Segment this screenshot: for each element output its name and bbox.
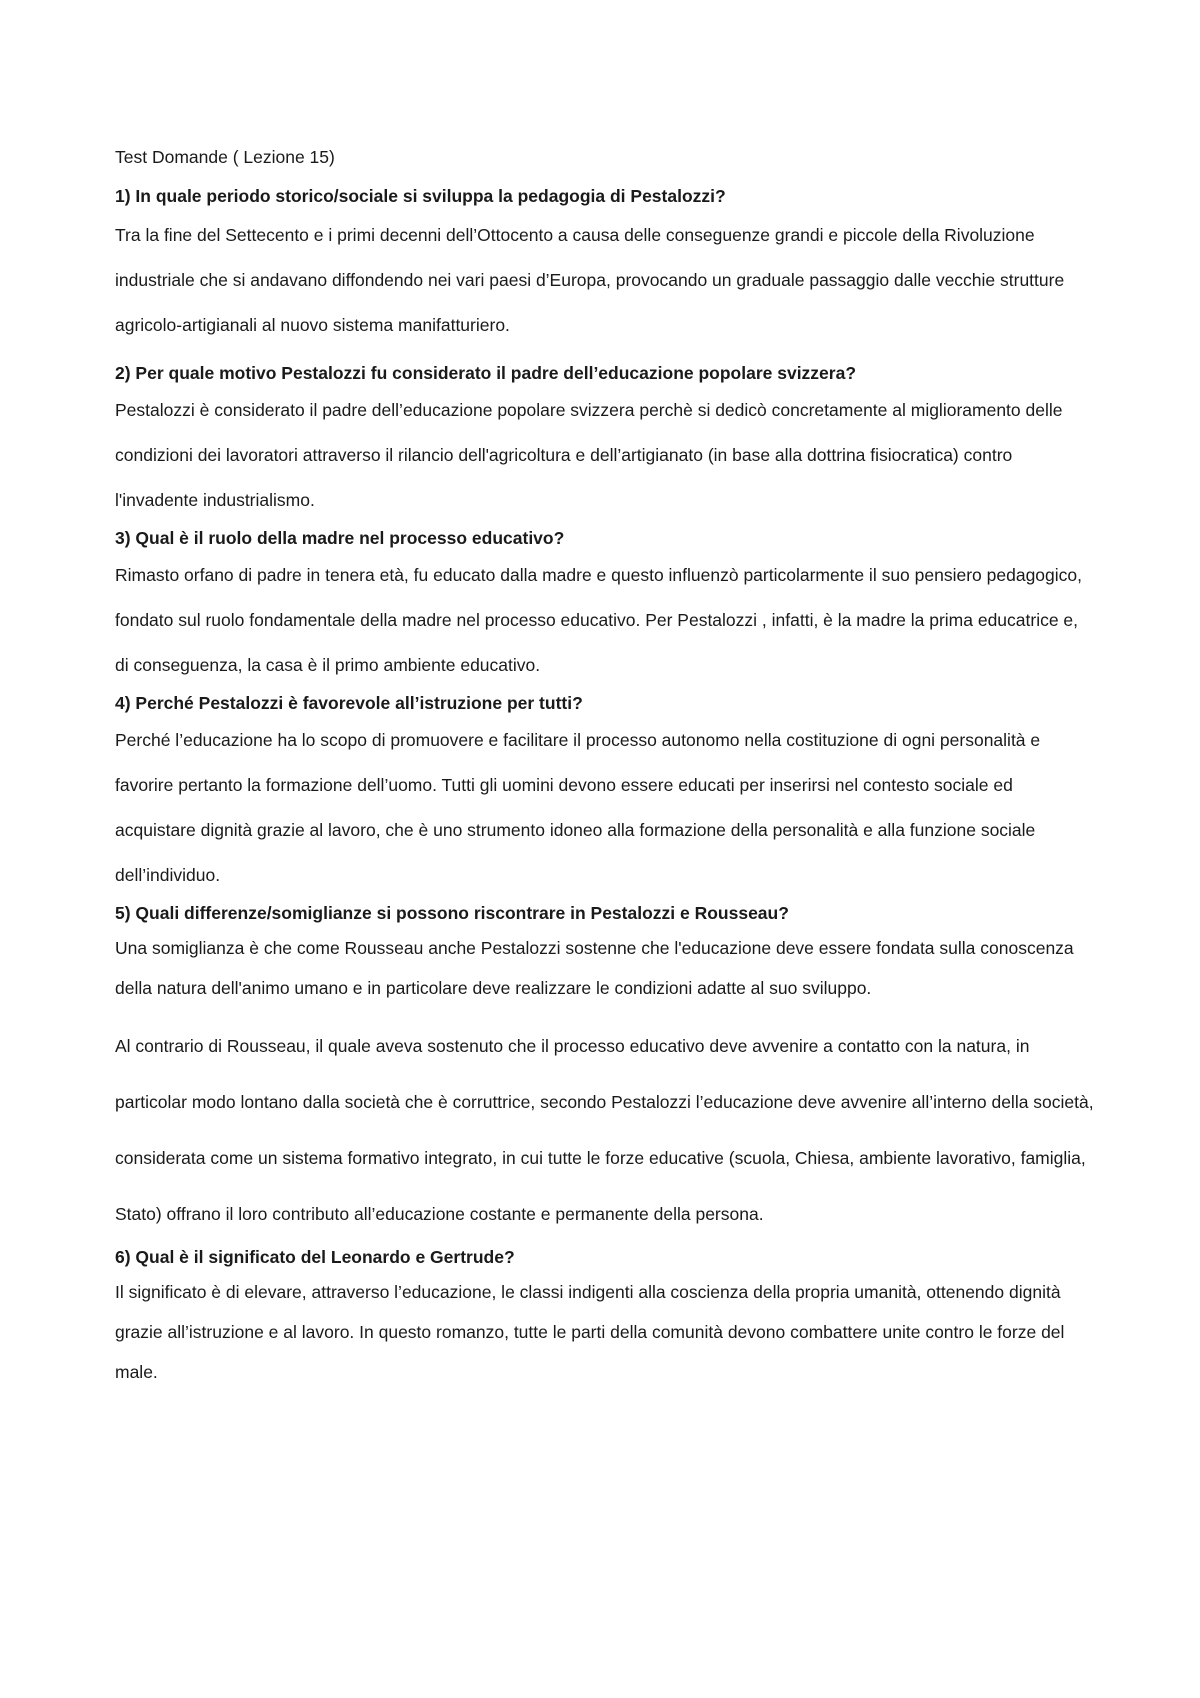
answer-5: Una somiglianza è che come Rousseau anche Pestalozzi sostenne che l'educazione deve essere fondata sulla conoscenza della natura dell'animo umano e in particolare deve realizzare le condizioni adatte al suo sviluppo. (115, 938, 1074, 998)
question-1: 1) In quale periodo storico/sociale si sviluppa la pedagogia di Pestalozzi? (115, 186, 726, 206)
question-3: 3) Qual è il ruolo della madre nel processo educativo? (115, 528, 565, 548)
answer-4: Perché l’educazione ha lo scopo di promuovere e facilitare il processo autonomo nella costituzione di ogni personalità e favorire pertanto la formazione dell’uomo. Tutti gli uomini devono essere educati per inserirsi nel contesto sociale ed acquistare dignità grazie al lavoro, che è uno strumento idoneo alla formazione della personalità e alla funzione sociale dell’individuo. (115, 730, 1041, 885)
answer-6: Il significato è di elevare, attraverso l’educazione, le classi indigenti alla coscienza della propria umanità, ottenendo dignità grazie all’istruzione e al lavoro. In questo romanzo, tutte le parti della comunità devono combattere unite contro le forze del male. (115, 1282, 1065, 1382)
answer-2: Pestalozzi è considerato il padre dell’educazione popolare svizzera perchè si dedicò concretamente al miglioramento delle condizioni dei lavoratori attraverso il rilancio dell'agricoltura e dell’artigianato (in base alla dottrina fisiocratica) contro l'invadente industrialismo. (115, 400, 1063, 510)
qa-item-5 (115, 898, 1095, 1242)
document-body (115, 142, 1095, 1392)
question-2: 2) Per quale motivo Pestalozzi fu considerato il padre dell’educazione popolare svizzera? (115, 363, 857, 383)
answer-3: Rimasto orfano di padre in tenera età, fu educato dalla madre e questo influenzò particolarmente il suo pensiero pedagogico, fondato sul ruolo fondamentale della madre nel processo educativo. Per Pestalozzi , infatti, è la madre la prima educatrice e, di conseguenza, la casa è il primo ambiente educativo. (115, 565, 1082, 675)
page-title: Test Domande ( Lezione 15) (115, 147, 335, 167)
qa-item-3 (115, 523, 1095, 688)
answer-1: Tra la fine del Settecento e i primi decenni dell’Ottocento a causa delle conseguenze grandi e piccole della Rivoluzione industriale che si andavano diffondendo nei vari paesi d’Europa, provocando un graduale passaggio dalle vecchie strutture agricolo-artigianali al nuovo sistema manifatturiero. (115, 225, 1065, 335)
answer-5-continued: Al contrario di Rousseau, il quale aveva sostenuto che il processo educativo deve avvenire a contatto con la natura, in particolar modo lontano dalla società che è corruttrice, secondo Pestalozzi l’educazione deve avvenire all’interno della società, considerata come un sistema formativo integrato, in cui tutte le forze educative (scuola, Chiesa, ambiente lavorativo, famiglia, Stato) offrano il loro contributo all’educazione costante e permanente della persona. (115, 1036, 1094, 1224)
qa-item-6 (115, 1242, 1095, 1392)
qa-item-4 (115, 688, 1095, 898)
qa-item-2 (115, 358, 1095, 523)
question-5: 5) Quali differenze/somiglianze si possono riscontrare in Pestalozzi e Rousseau? (115, 903, 789, 923)
qa-item-1 (115, 181, 1095, 348)
question-4: 4) Perché Pestalozzi è favorevole all’istruzione per tutti? (115, 693, 583, 713)
question-6: 6) Qual è il significato del Leonardo e Gertrude? (115, 1247, 515, 1267)
